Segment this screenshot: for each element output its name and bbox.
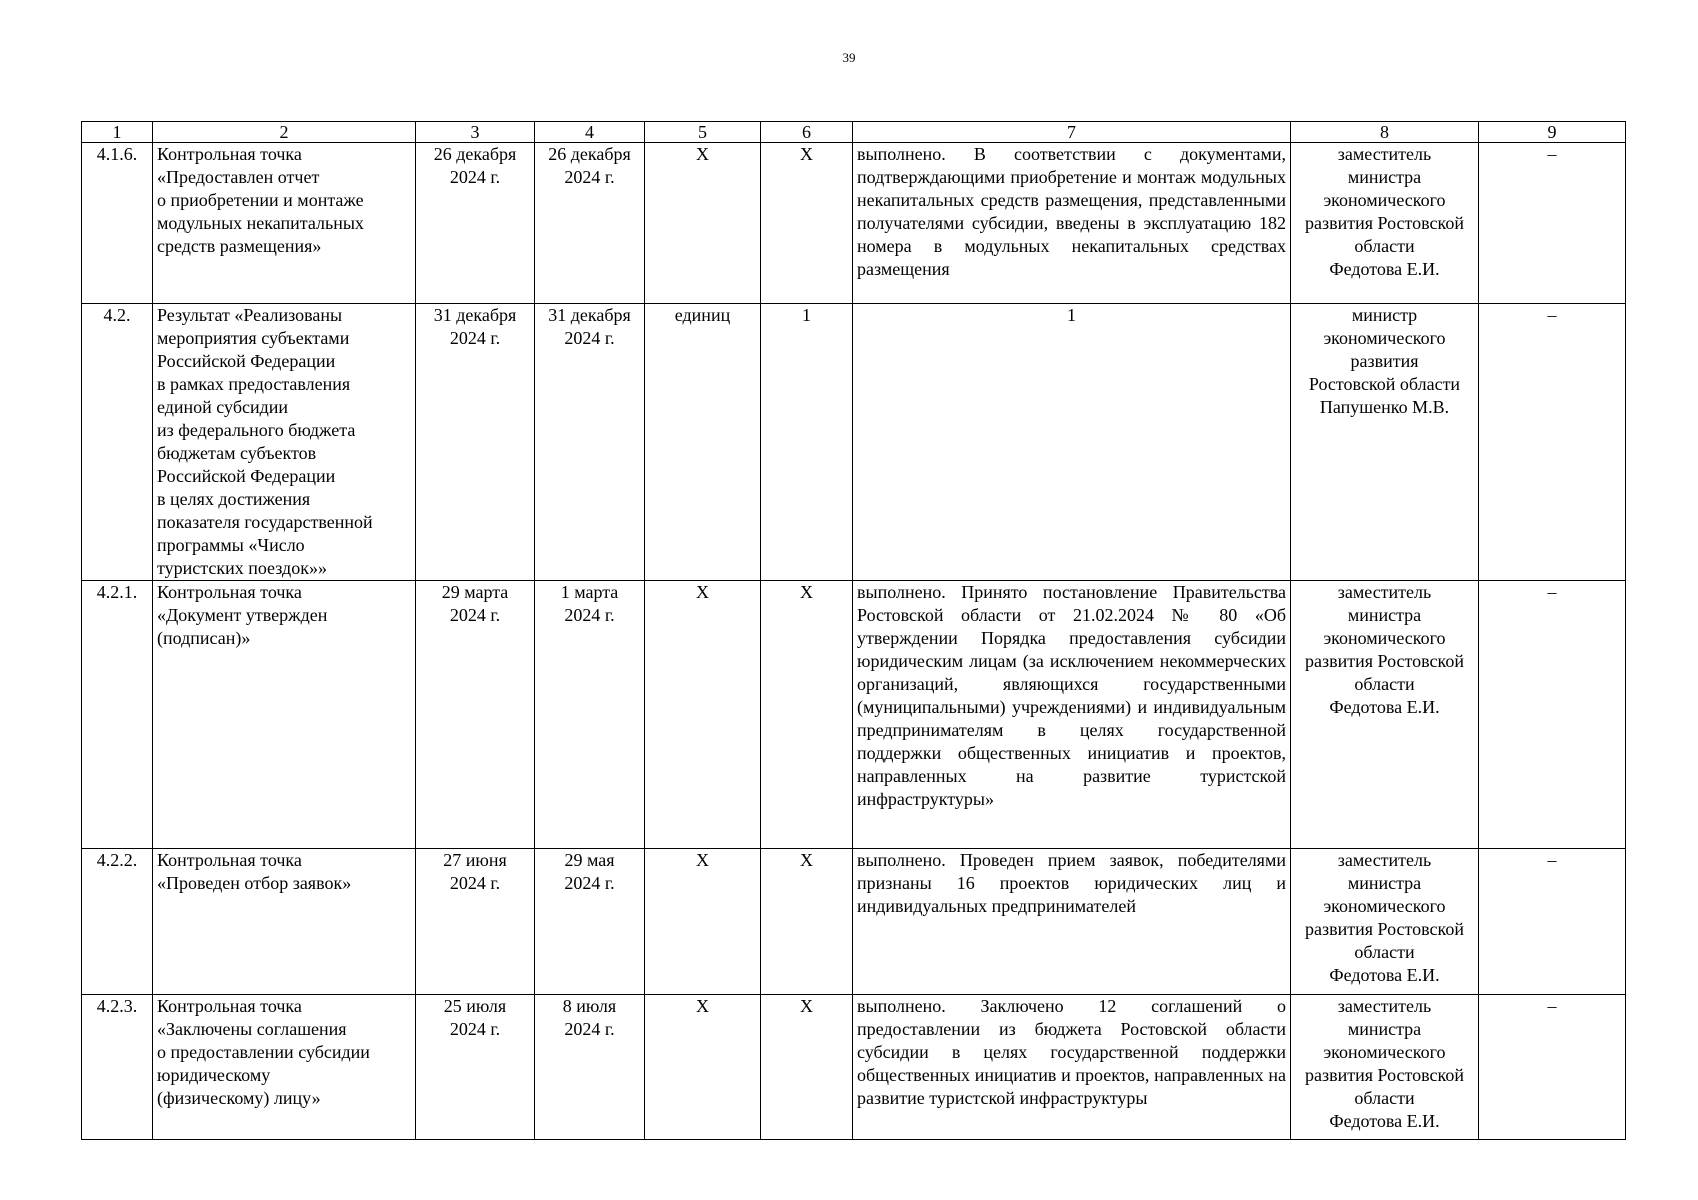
page-number: 39 bbox=[842, 50, 856, 65]
row-name: Контрольная точка «Проведен отбор заявок» bbox=[153, 849, 416, 995]
column-header-5: 5 bbox=[645, 122, 761, 143]
status-text: выполнено. В соответствии с документами, подтверждающими приобретение и монтаж модульных некапитальных средств размещения, представленными получателями субсидии, введены в эксплуатацию 182 номера в модульных некапитальных средствах размещения bbox=[853, 143, 1291, 304]
row-number: 4.1.6. bbox=[82, 143, 153, 304]
column-header-8: 8 bbox=[1291, 122, 1479, 143]
fact-date: 31 декабря 2024 г. bbox=[535, 304, 645, 581]
table-row bbox=[82, 581, 1626, 849]
value: X bbox=[761, 581, 853, 849]
fact-date: 26 декабря 2024 г. bbox=[535, 143, 645, 304]
status-text: выполнено. Проведен прием заявок, победителями признаны 16 проектов юридических лиц и индивидуальных предпринимателей bbox=[853, 849, 1291, 995]
responsible-person: заместитель министра экономического развития Ростовской области Федотова Е.И. bbox=[1291, 849, 1479, 995]
column-header-9: 9 bbox=[1479, 122, 1626, 143]
status-text: 1 bbox=[853, 304, 1291, 581]
responsible-person: заместитель министра экономического развития Ростовской области Федотова Е.И. bbox=[1291, 143, 1479, 304]
fact-date: 1 марта 2024 г. bbox=[535, 581, 645, 849]
status-text: выполнено. Заключено 12 соглашений о предоставлении из бюджета Ростовской области субсидии в целях государственной поддержки общественных инициатив и проектов, направленных на развитие туристской инфраструктуры bbox=[853, 995, 1291, 1140]
plan-date: 27 июня 2024 г. bbox=[416, 849, 535, 995]
column-number-row bbox=[82, 122, 1626, 143]
row-name: Контрольная точка «Предоставлен отчет о приобретении и монтаже модульных некапитальных средств размещения» bbox=[153, 143, 416, 304]
unit: единиц bbox=[645, 304, 761, 581]
plan-date: 26 декабря 2024 г. bbox=[416, 143, 535, 304]
value: X bbox=[761, 143, 853, 304]
value: X bbox=[761, 995, 853, 1140]
note: – bbox=[1479, 849, 1626, 995]
row-name: Контрольная точка «Заключены соглашения о предоставлении субсидии юридическому (физическому) лицу» bbox=[153, 995, 416, 1140]
status-text: выполнено. Принято постановление Правительства Ростовской области от 21.02.2024 № 80 «Об утверждении Порядка предоставления субсидии юридическим лицам (за исключением некоммерческих организаций, являющихся государственными (муниципальными) учреждениями) и индивидуальным предпринимателям в целях государственной поддержки общественных инициатив и проектов, направленных на развитие туристской инфраструктуры» bbox=[853, 581, 1291, 849]
plan-date: 29 марта 2024 г. bbox=[416, 581, 535, 849]
responsible-person: министр экономического развития Ростовской области Папушенко М.В. bbox=[1291, 304, 1479, 581]
unit: X bbox=[645, 995, 761, 1140]
row-number: 4.2.3. bbox=[82, 995, 153, 1140]
plan-date: 31 декабря 2024 г. bbox=[416, 304, 535, 581]
column-header-6: 6 bbox=[761, 122, 853, 143]
table-row bbox=[82, 143, 1626, 304]
row-number: 4.2. bbox=[82, 304, 153, 581]
plan-date: 25 июля 2024 г. bbox=[416, 995, 535, 1140]
unit: X bbox=[645, 581, 761, 849]
column-header-4: 4 bbox=[535, 122, 645, 143]
note: – bbox=[1479, 304, 1626, 581]
column-header-1: 1 bbox=[82, 122, 153, 143]
row-number: 4.2.2. bbox=[82, 849, 153, 995]
column-header-7: 7 bbox=[853, 122, 1291, 143]
report-table bbox=[81, 121, 1626, 1140]
row-name: Контрольная точка «Документ утвержден (подписан)» bbox=[153, 581, 416, 849]
value: X bbox=[761, 849, 853, 995]
fact-date: 29 мая 2024 г. bbox=[535, 849, 645, 995]
row-name: Результат «Реализованы мероприятия субъектами Российской Федерации в рамках предоставления единой субсидии из федерального бюджета бюджетам субъектов Российской Федерации в целях достижения показателя государственной программы «Число туристских поездок»» bbox=[153, 304, 416, 581]
unit: X bbox=[645, 849, 761, 995]
note: – bbox=[1479, 995, 1626, 1140]
note: – bbox=[1479, 581, 1626, 849]
note: – bbox=[1479, 143, 1626, 304]
column-header-3: 3 bbox=[416, 122, 535, 143]
column-header-2: 2 bbox=[153, 122, 416, 143]
responsible-person: заместитель министра экономического развития Ростовской области Федотова Е.И. bbox=[1291, 995, 1479, 1140]
fact-date: 8 июля 2024 г. bbox=[535, 995, 645, 1140]
table-row bbox=[82, 849, 1626, 995]
responsible-person: заместитель министра экономического развития Ростовской области Федотова Е.И. bbox=[1291, 581, 1479, 849]
unit: X bbox=[645, 143, 761, 304]
table-row bbox=[82, 995, 1626, 1140]
row-number: 4.2.1. bbox=[82, 581, 153, 849]
table-row bbox=[82, 304, 1626, 581]
value: 1 bbox=[761, 304, 853, 581]
